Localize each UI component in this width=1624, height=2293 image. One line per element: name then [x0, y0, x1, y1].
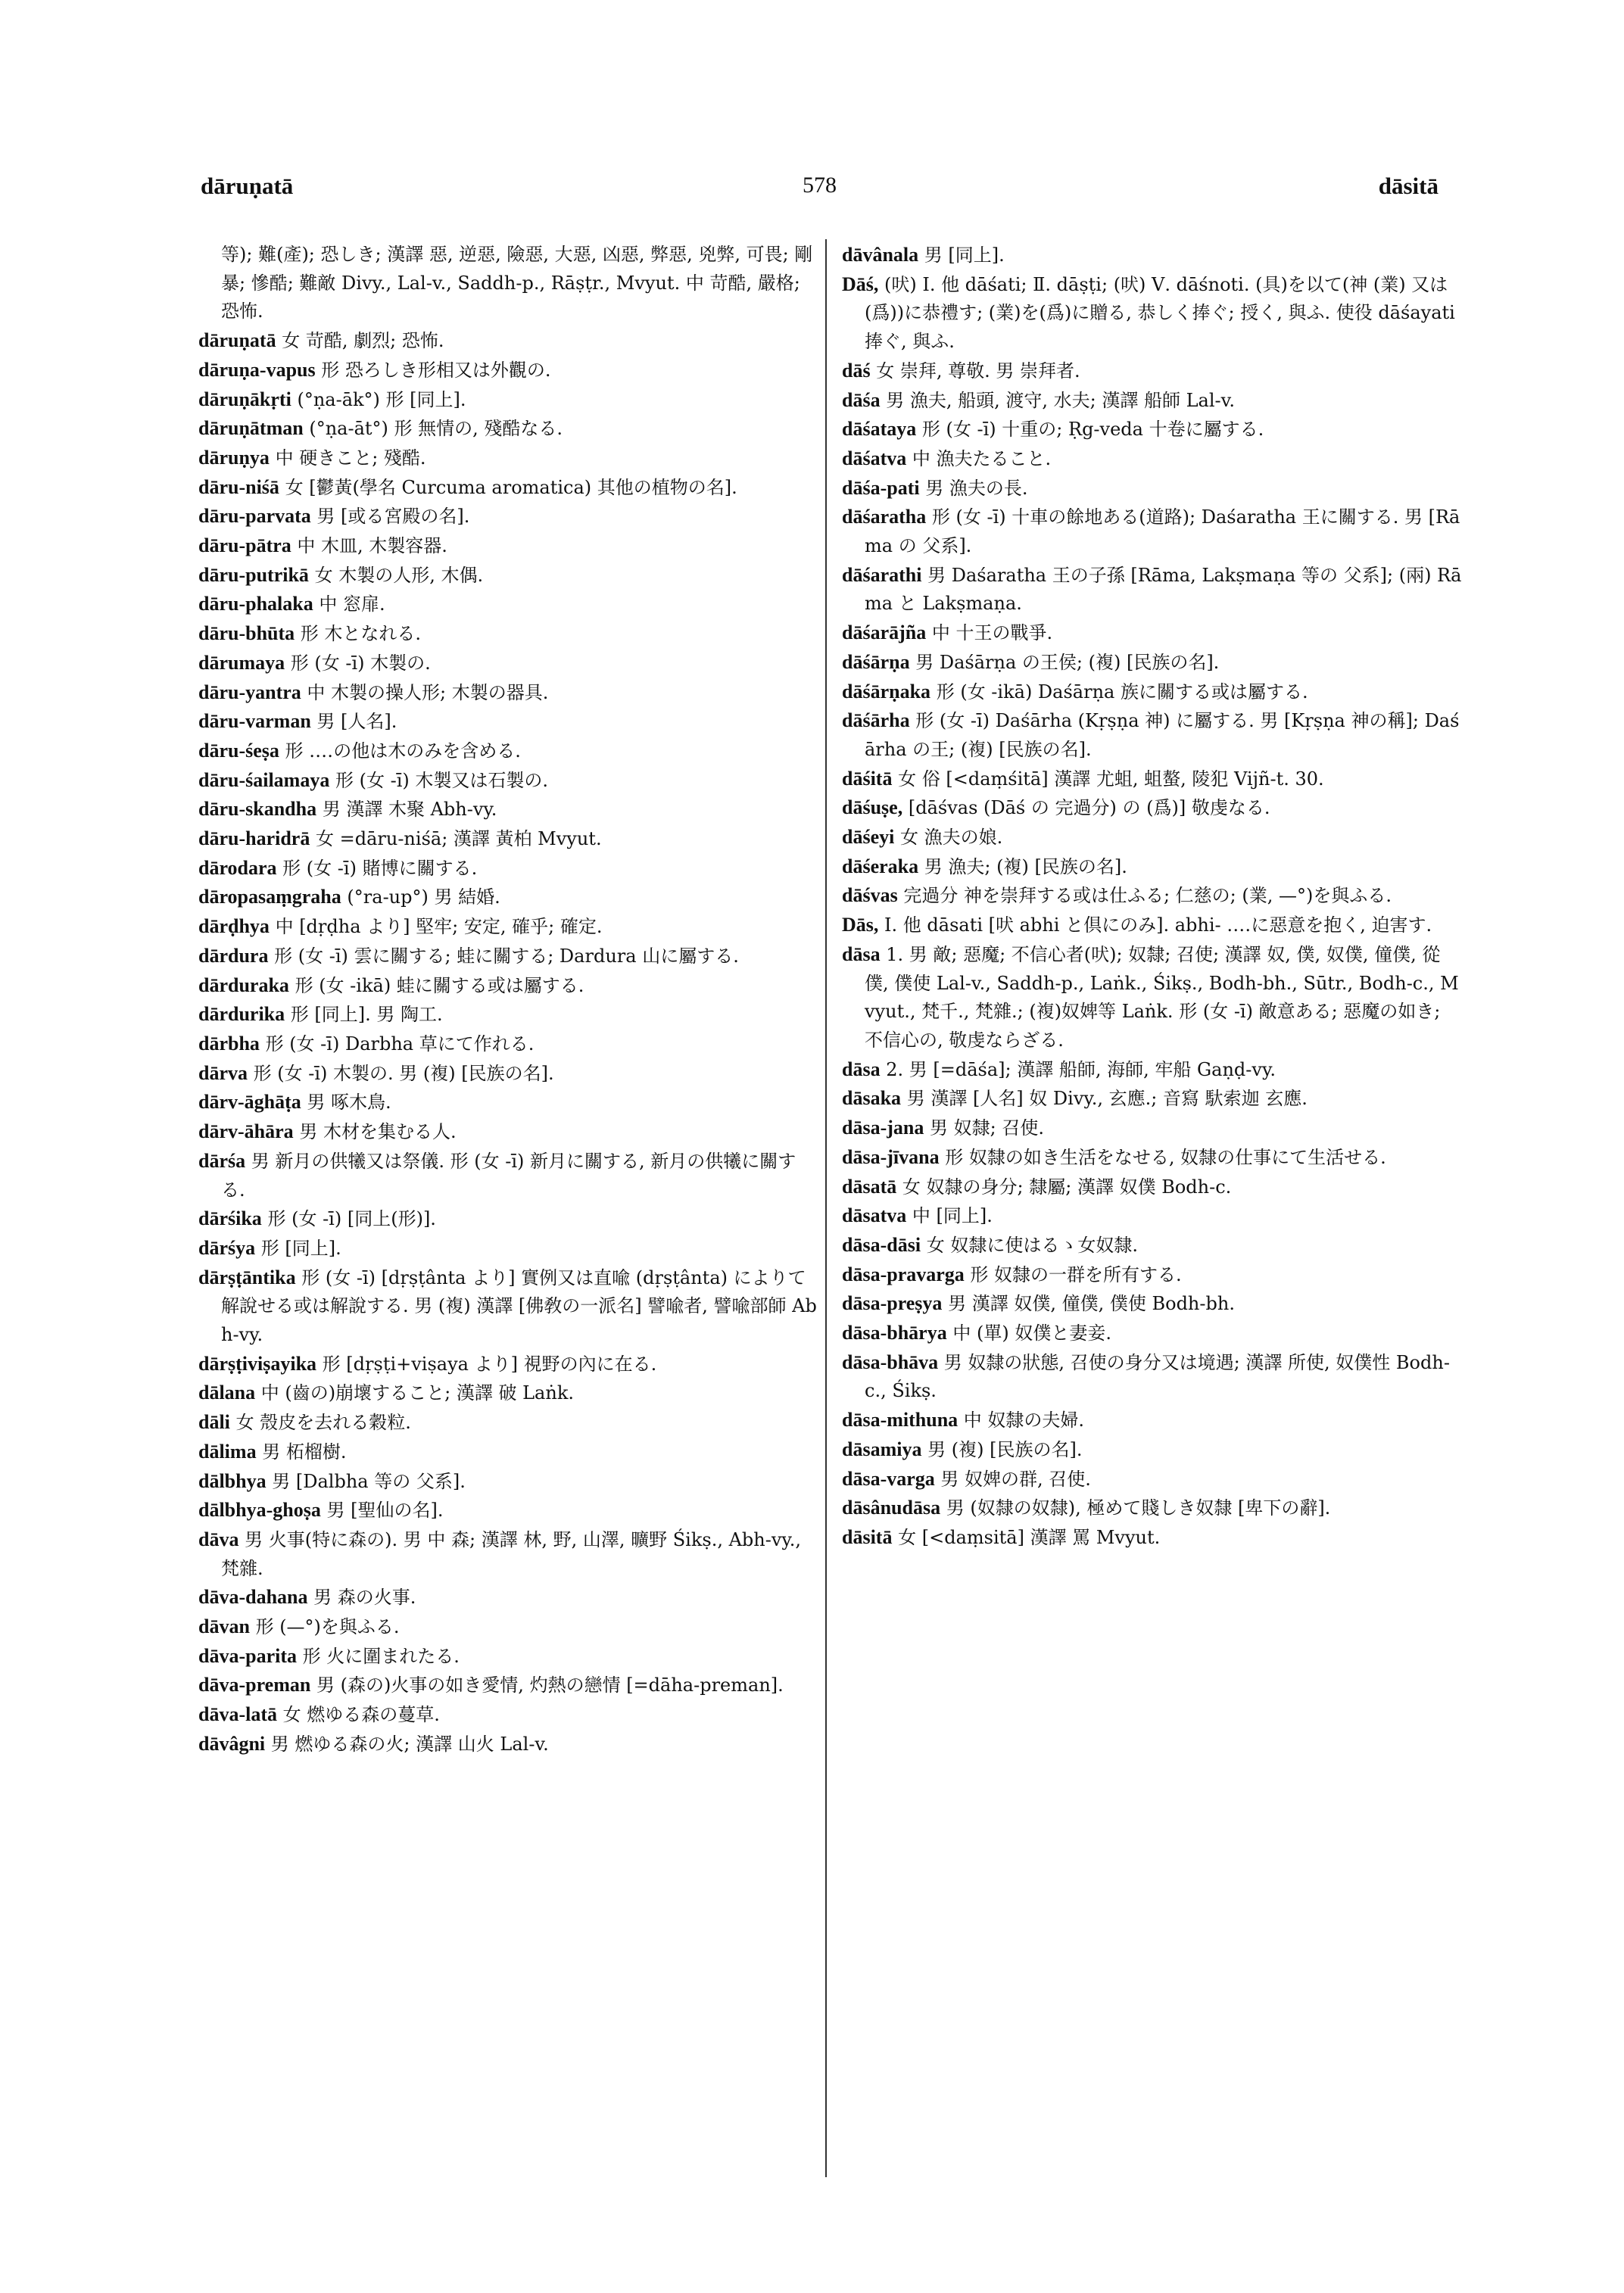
- entry-headword: dāsa-pravarga: [842, 1263, 965, 1285]
- entry-definition: 形 ‥‥の他は木のみを含める.: [285, 740, 521, 762]
- dictionary-entry: [198, 356, 818, 385]
- entry-definition: 形 [同上].: [260, 1237, 341, 1259]
- entry-definition: 中 (單) 奴僕と妻妾.: [952, 1323, 1111, 1344]
- entry-headword: dārśa: [198, 1149, 246, 1172]
- entry-headword: dālbhya: [198, 1469, 267, 1492]
- entry-definition: 男 森の火事.: [313, 1587, 416, 1609]
- dictionary-entry: [842, 1055, 1463, 1085]
- entry-headword: dārṣṭāntika: [198, 1266, 296, 1288]
- entry-definition: 男 漢譯 [人名] 奴 Divy., 玄應.; 音寫 馱索迦 玄應.: [906, 1088, 1308, 1110]
- entry-definition: 形 (女 -ī) 雲に關する; 蛙に關する; Dardura 山に屬する.: [274, 945, 739, 967]
- entry-headword: dāsânudāsa: [842, 1497, 941, 1519]
- entry-definition: 男 [聖仙の名].: [326, 1500, 444, 1522]
- entry-definition: 女 奴隸に使はるゝ女奴隸.: [926, 1234, 1138, 1256]
- dictionary-entry: [842, 1173, 1463, 1202]
- dictionary-entry: [198, 1030, 818, 1059]
- entry-headword: dāruṇya: [198, 446, 270, 469]
- dictionary-entry: [842, 1201, 1463, 1231]
- entry-headword: dāva-dahana: [198, 1586, 308, 1609]
- entry-headword: dāsamiya: [842, 1438, 922, 1460]
- dictionary-entry: [842, 270, 1463, 357]
- entry-definition: 男 (奴隸の奴隸), 極めて賤しき奴隸 [卑下の辭].: [946, 1497, 1331, 1519]
- dictionary-entry: [198, 1583, 818, 1612]
- entry-headword: dāru-parvata: [198, 505, 311, 528]
- dictionary-entry: [198, 561, 818, 590]
- entry-headword: dāś: [842, 359, 871, 382]
- entry-headword: dāsa-bhārya: [842, 1322, 947, 1344]
- entry-definition: 形 (女 -ikā) 蛙に關する或は屬する.: [295, 974, 584, 996]
- dictionary-entry: [842, 618, 1463, 648]
- entry-headword: dāruṇātman: [198, 417, 304, 440]
- entry-headword: dārumaya: [198, 651, 285, 674]
- entry-headword: dāru-niśā: [198, 475, 279, 498]
- entry-headword: dāśitā: [842, 767, 893, 790]
- entry-definition: (吠) Ⅰ. 他 dāśati; Ⅱ. dāṣṭi; (吠) Ⅴ. dāśnoti. (具)を以て(神 (業) 又は (爲))に恭禮す; (業)を(爲)に贈る, 恭しく捧ぐ; 授く, 與ふ. 使役 dāśayati 捧ぐ, 與ふ.: [865, 273, 1455, 353]
- entry-definition: 男 新月の供犧又は祭儀. 形 (女 -ī) 新月に關する, 新月の供犧に關する.: [221, 1150, 796, 1201]
- entry-headword: dārḍhya: [198, 915, 270, 938]
- entry-definition: 男 [Dalbha 等の 父系].: [272, 1470, 466, 1492]
- entry-definition: 完過分 神を崇拜する或は仕ふる; 仁慈の; (業, —°)を與ふる.: [903, 885, 1392, 907]
- dictionary-entry: [198, 1117, 818, 1147]
- entry-headword: dārśya: [198, 1236, 256, 1259]
- dictionary-entry: [842, 386, 1463, 416]
- entry-definition: 形 (女 -ī) [同上(形)].: [267, 1208, 436, 1230]
- entry-headword: dāśataya: [842, 418, 917, 441]
- dictionary-entry: [198, 473, 818, 503]
- dictionary-entry: [198, 1496, 818, 1525]
- entry-headword: dāva-preman: [198, 1674, 311, 1696]
- dictionary-entry: [198, 1350, 818, 1379]
- entry-definition: [dāśvas (Dāś の 完過分) の (爲)] 敬虔なる.: [908, 797, 1270, 819]
- dictionary-entry: [198, 883, 818, 912]
- dictionary-entry: [198, 854, 818, 883]
- entry-definition: 形 (女 -ikā) Daśārṇa 族に關する或は屬する.: [936, 681, 1308, 703]
- entry-definition: 女 奴隸の身分; 隸屬; 漢譯 奴僕 Bodh-c.: [902, 1176, 1232, 1198]
- entry-definition: 女 =dāru-niśā; 漢譯 黃柏 Mvyut.: [315, 828, 602, 850]
- dictionary-entry: [198, 590, 818, 619]
- entry-headword: dāruṇa-vapus: [198, 358, 316, 381]
- entry-definition: 男 漢譯 奴僕, 僮僕, 僕使 Bodh-bh.: [948, 1293, 1235, 1315]
- entry-definition: 形 (女 -ī) 十重の; Ṛg-veda 十卷に屬する.: [921, 419, 1264, 441]
- entry-headword: dāva-latā: [198, 1703, 277, 1726]
- entry-headword: dāśarājña: [842, 622, 927, 644]
- dictionary-entry: [198, 241, 818, 326]
- entry-definition: 女 燃ゆる森の蔓草.: [282, 1704, 440, 1726]
- dictionary-entry: [198, 1612, 818, 1642]
- dictionary-entry: [198, 531, 818, 561]
- entry-headword: dāva-parita: [198, 1644, 297, 1667]
- entry-definition: 中 硬きこと; 殘酷.: [275, 447, 426, 469]
- entry-headword: dāropasaṃgraha: [198, 886, 341, 908]
- dictionary-entry: [198, 678, 818, 708]
- entry-headword: dālbhya-ghoṣa: [198, 1499, 321, 1522]
- dictionary-entry: [842, 1348, 1463, 1406]
- entry-headword: dāvâgni: [198, 1732, 266, 1755]
- entry-definition: 中 木製の操人形; 木製の器具.: [307, 681, 549, 703]
- entry-headword: dāsa-bhāva: [842, 1351, 939, 1373]
- dictionary-entry: [198, 502, 818, 531]
- entry-definition: 形 火に圍まれたる.: [302, 1645, 460, 1667]
- entry-headword: dārodara: [198, 856, 277, 879]
- dictionary-entry: [842, 940, 1463, 1055]
- entry-definition: 中 漁夫たること.: [912, 447, 1052, 469]
- dictionary-entry: [842, 1523, 1463, 1553]
- entry-headword: dāśārha: [842, 709, 910, 732]
- entry-definition: 男 (複) [民族の名].: [927, 1438, 1083, 1460]
- entry-headword: dāsa: [842, 942, 881, 965]
- entry-definition: 形 恐ろしき形相又は外觀の.: [321, 359, 551, 381]
- dictionary-entry: [842, 1114, 1463, 1143]
- dictionary-entry: [842, 823, 1463, 852]
- dictionary-entry: [198, 385, 818, 415]
- entry-headword: dāśaratha: [842, 506, 927, 528]
- page-header: [201, 173, 1439, 218]
- entry-headword: dāśārṇaka: [842, 680, 931, 703]
- entry-headword: dārv-āhāra: [198, 1120, 294, 1143]
- dictionary-entry: [198, 971, 818, 1001]
- dictionary-entry: [842, 503, 1463, 560]
- entry-headword: dāśeraka: [842, 855, 919, 877]
- dictionary-entry: [198, 1642, 818, 1671]
- entry-headword: dāsitā: [842, 1525, 893, 1548]
- entry-headword: Dās,: [842, 914, 879, 936]
- entry-definition: 男 [同上].: [924, 245, 1005, 266]
- dictionary-entry: [198, 942, 818, 971]
- entry-definition: 形 (女 -ī) 木製又は石製の.: [335, 769, 549, 791]
- entry-headword: dāru-pātra: [198, 534, 291, 557]
- entry-headword: dāsa-jīvana: [842, 1145, 940, 1168]
- entry-headword: dāvânala: [842, 244, 919, 266]
- dictionary-entry: [842, 881, 1463, 911]
- dictionary-entry: [198, 766, 818, 796]
- dictionary-entry: [842, 474, 1463, 503]
- entry-headword: dārdura: [198, 944, 269, 967]
- entry-headword: dāru-putrikā: [198, 563, 309, 586]
- entry-headword: dāru-śeṣa: [198, 739, 279, 762]
- entry-headword: dāśvas: [842, 884, 898, 907]
- entry-definition: 男 [或る宮殿の名].: [316, 506, 470, 528]
- dictionary-entry: [198, 824, 818, 854]
- dictionary-entry: [842, 793, 1463, 823]
- entry-headword: dāsa-jana: [842, 1117, 924, 1139]
- entry-definition: 男 漁夫, 船頭, 渡守, 水夫; 漢譯 船師 Lal-v.: [886, 389, 1235, 411]
- dictionary-entry: [198, 444, 818, 473]
- dictionary-entry: [842, 706, 1463, 764]
- entry-definition: 男 漁夫; (複) [民族の名].: [924, 855, 1127, 877]
- entry-definition: 男 (森の)火事の如き愛情, 灼熱の戀情 [=dāha-preman].: [316, 1675, 784, 1696]
- entry-definition: 男 奴隸の狀態, 召使の身分又は境遇; 漢譯 所使, 奴僕性 Bodh-c., Śikṣ.: [865, 1351, 1450, 1402]
- entry-headword: dāsatva: [842, 1204, 907, 1227]
- entry-headword: dāśa-pati: [842, 476, 920, 499]
- entry-definition: 男 Daśaratha 王の子孫 [Rāma, Lakṣmaṇa 等の 父系]; (兩) Rāma と Lakṣmaṇa.: [865, 564, 1462, 615]
- entry-definition: 形 (女 -ī) Darbha 草にて作れる.: [265, 1033, 535, 1055]
- entry-definition: 男 木材を集むる人.: [299, 1121, 457, 1143]
- entry-definition: (°ṇa-āt°) 形 無情の, 殘酷なる.: [309, 418, 563, 440]
- entry-headword: dārduraka: [198, 974, 289, 996]
- dictionary-entry: [198, 1467, 818, 1497]
- dictionary-entry: [198, 1147, 818, 1204]
- entry-definition: 形 奴隸の一群を所有する.: [970, 1263, 1182, 1285]
- entry-headword: dāśarathi: [842, 563, 922, 586]
- entry-headword: dārṣṭiviṣayika: [198, 1352, 317, 1375]
- entry-headword: dārv-āghāṭa: [198, 1091, 301, 1114]
- entry-headword: dālana: [198, 1382, 256, 1404]
- dictionary-entry: [198, 619, 818, 649]
- entry-headword: dālima: [198, 1440, 257, 1463]
- entry-headword: dāśa: [842, 388, 881, 411]
- entry-definition: Ⅰ. 他 dāsati [吠 abhi と倶にのみ]. abhi- ‥‥に惡意を抱く, 迫害す.: [884, 914, 1432, 936]
- dictionary-entry: [198, 795, 818, 824]
- entry-definition: 形 奴隸の如き生活をなせる, 奴隸の仕事にて生活せる.: [945, 1146, 1386, 1168]
- dictionary-entry: [842, 648, 1463, 678]
- entry-definition: 形 [同上]. 男 陶工.: [290, 1004, 443, 1026]
- entry-headword: dāsa-preṣya: [842, 1292, 943, 1315]
- entry-definition: 形 [dṛṣṭi+viṣaya より] 視野の內に在る.: [322, 1353, 657, 1375]
- dictionary-entry: [198, 1408, 818, 1438]
- entry-headword: dāśatva: [842, 447, 907, 469]
- entry-definition: 中 [dṛḍha より] 堅牢; 安定, 確乎; 確定.: [275, 916, 603, 938]
- left-column: [198, 241, 818, 2232]
- entry-definition: 形 (女 -ī) 木製の. 男 (複) [民族の名].: [253, 1062, 554, 1084]
- entry-headword: dāśārṇa: [842, 650, 910, 673]
- dictionary-entry: [198, 1059, 818, 1089]
- entry-headword: dāruṇatā: [198, 329, 276, 352]
- entry-definition: 男 [人名].: [316, 711, 397, 733]
- dictionary-entry: [842, 561, 1463, 618]
- entry-definition: 等); 難(產); 恐しき; 漢譯 惡, 逆惡, 險惡, 大惡, 凶惡, 弊惡, 兇弊, 可畏; 剛暴; 慘酷; 難敵 Divy., Lal-v., Saddh-p., Rāṣṭr., Mvyut. 中 苛酷, 嚴格; 恐怖.: [221, 244, 813, 322]
- dictionary-entry: [842, 1231, 1463, 1260]
- entry-definition: 中 十王の戰爭.: [931, 622, 1053, 644]
- dictionary-entry: [198, 707, 818, 737]
- dictionary-entry: [198, 1438, 818, 1467]
- dictionary-entry: [842, 1289, 1463, 1319]
- dictionary-entry: [842, 444, 1463, 474]
- dictionary-entry: [842, 852, 1463, 882]
- entry-definition: 女 俗 [<daṃśitā] 漢譯 尤蛆, 蛆螯, 陵犯 Vijñ-t. 30.: [898, 768, 1324, 790]
- dictionary-entry: [198, 1671, 818, 1700]
- dictionary-entry: [198, 1263, 818, 1350]
- entry-headword: dārbha: [198, 1032, 260, 1055]
- entry-definition: 男 燃ゆる森の火; 漢譯 山火 Lal-v.: [270, 1733, 549, 1755]
- entry-headword: dāsa-dāsi: [842, 1233, 921, 1256]
- dictionary-entry: [842, 1143, 1463, 1173]
- entry-headword: dāśeyi: [842, 826, 895, 849]
- entry-definition: 中 [同上].: [912, 1205, 993, 1227]
- entry-definition: 形 (女 -ī) 賭博に關する.: [282, 857, 478, 879]
- entry-definition: (°ṇa-āk°) 形 [同上].: [297, 388, 466, 410]
- entry-definition: 女 崇拜, 尊敬. 男 崇拜者.: [876, 360, 1080, 382]
- entry-definition: 男 漁夫の長.: [925, 477, 1028, 499]
- entry-headword: dāsa-varga: [842, 1467, 935, 1490]
- entry-definition: 女 漁夫の娘.: [899, 827, 1003, 849]
- entry-definition: 男 漢譯 木聚 Abh-vy.: [322, 799, 497, 821]
- entry-definition: 男 啄木鳥.: [307, 1092, 391, 1114]
- dictionary-entry: [842, 678, 1463, 707]
- dictionary-entry: [198, 1379, 818, 1408]
- dictionary-entry: [198, 414, 818, 444]
- entry-headword: dāvan: [198, 1615, 250, 1638]
- dictionary-entry: [842, 1465, 1463, 1494]
- right-column: [842, 241, 1463, 2232]
- entry-definition: 形 木となれる.: [300, 623, 422, 645]
- dictionary-entry: [198, 912, 818, 942]
- dictionary-entry: [198, 1234, 818, 1263]
- entry-headword: dāru-yantra: [198, 681, 301, 703]
- entry-headword: Dāś,: [842, 273, 879, 295]
- entry-definition: 女 木製の人形, 木偶.: [314, 564, 484, 586]
- header-left-guideword: dāruṇatā: [201, 173, 294, 199]
- dictionary-entry: [842, 1435, 1463, 1465]
- dictionary-entry: [198, 1700, 818, 1730]
- entry-definition: 形 (女 -ī) [dṛṣṭânta より] 實例又は直喩 (dṛṣṭânta) によりて解說せる或は解說する. 男 (複) 漢譯 [佛敎の一派名] 譬喩者, 譬喩部師 Abh-vy.: [221, 1266, 817, 1346]
- page-number: 578: [803, 173, 837, 198]
- dictionary-entry: [198, 1730, 818, 1759]
- entry-definition: 女 [<daṃsitā] 漢譯 罵 Mvyut.: [898, 1526, 1161, 1548]
- dictionary-entry: [842, 1084, 1463, 1114]
- dictionary-entry: [198, 649, 818, 678]
- entry-definition: 中 窓扉.: [319, 594, 385, 615]
- entry-headword: dāru-varman: [198, 710, 311, 733]
- entry-headword: dāru-phalaka: [198, 593, 313, 615]
- dictionary-entry: [842, 357, 1463, 386]
- dictionary-entry: [198, 1204, 818, 1234]
- entry-definition: 男 Daśārṇa の王侯; (複) [民族の名].: [915, 651, 1220, 673]
- entry-definition: 形 (女 -ī) Daśārha (Kṛṣṇa 神) に屬する. 男 [Kṛṣṇa 神の稱]; Daśārha の王; (複) [民族の名].: [865, 710, 1460, 760]
- entry-definition: 中 奴隸の夫婦.: [963, 1410, 1085, 1432]
- entry-definition: 男 柘榴樹.: [262, 1441, 347, 1463]
- entry-headword: dāva: [198, 1528, 239, 1550]
- entry-definition: 形 (女 -ī) 十車の餘地ある(道路); Daśaratha 王に關する. 男 [Rāma の 父系].: [865, 506, 1460, 557]
- entry-headword: dāsa-mithuna: [842, 1409, 959, 1432]
- dictionary-entry: [842, 1406, 1463, 1435]
- dictionary-entry: [842, 911, 1463, 940]
- entry-definition: 男 奴婢の群, 召使.: [940, 1468, 1091, 1490]
- dictionary-entry: [842, 1494, 1463, 1523]
- entry-definition: 女 [鬱黃(學名 Curcuma aromatica) 其他の植物の名].: [285, 476, 737, 498]
- dictionary-entry: [842, 1319, 1463, 1348]
- entry-headword: dāru-bhūta: [198, 622, 295, 645]
- entry-headword: dāsa: [842, 1058, 881, 1080]
- entry-definition: 男 奴隸; 召使.: [930, 1117, 1044, 1139]
- entry-headword: dāli: [198, 1411, 230, 1434]
- entry-headword: dārva: [198, 1061, 248, 1084]
- entry-definition: 中 (齒の)崩壞すること; 漢譯 破 Laṅk.: [260, 1382, 574, 1404]
- entry-definition: 男 火事(特に森の). 男 中 森; 漢譯 林, 野, 山澤, 曠野 Śikṣ., Abh-vy., 梵雜.: [221, 1528, 802, 1579]
- dictionary-entry: [842, 765, 1463, 794]
- entry-definition: 形 (—°)を與ふる.: [255, 1616, 400, 1638]
- dictionary-entry: [842, 241, 1463, 270]
- entry-definition: 形 (女 -ī) 木製の.: [290, 652, 431, 674]
- header-right-guideword: dāsitā: [1378, 173, 1439, 199]
- entry-headword: dāru-śailamaya: [198, 768, 330, 791]
- entry-definition: 女 苛酷, 劇烈; 恐怖.: [282, 330, 444, 352]
- dictionary-entry: [842, 1260, 1463, 1290]
- dictionary-entry: [198, 326, 818, 356]
- entry-definition: 中 木皿, 木製容器.: [297, 535, 447, 557]
- entry-headword: dāru-haridrā: [198, 827, 310, 850]
- dictionary-entry: [198, 1525, 818, 1583]
- entry-headword: dāru-skandha: [198, 798, 317, 821]
- column-divider: [825, 239, 827, 2177]
- entry-headword: dāśuṣe,: [842, 796, 903, 819]
- entry-definition: (°ra-up°) 男 結婚.: [347, 886, 500, 908]
- entry-headword: dāruṇākṛti: [198, 388, 291, 410]
- entry-headword: dāsatā: [842, 1175, 897, 1198]
- entry-headword: dārśika: [198, 1207, 262, 1230]
- dictionary-entry: [842, 415, 1463, 444]
- dictionary-entry: [198, 1000, 818, 1030]
- entry-definition: 1. 男 敵; 惡魔; 不信心者(吠); 奴隸; 召使; 漢譯 奴, 僕, 奴僕, 僮僕, 從僕, 僕使 Lal-v., Saddh-p., Laṅk., Śikṣ., Bodh-bh., Sūtr., Bodh-c., Mvyut., 梵千., 梵雜.; (複)奴婢等 Laṅk. 形 (女 -ī) 敵意ある; 惡魔の如き; 不信心の, 敬虔ならざる.: [865, 943, 1459, 1051]
- entry-definition: 女 殼皮を去れる穀粒.: [235, 1412, 411, 1434]
- entry-headword: dārdurika: [198, 1003, 285, 1026]
- dictionary-entry: [198, 737, 818, 766]
- dictionary-entry: [198, 1088, 818, 1117]
- entry-headword: dāsaka: [842, 1087, 902, 1110]
- entry-definition: 2. 男 [=dāśa]; 漢譯 船師, 海師, 牢船 Gaṇḍ-vy.: [886, 1058, 1276, 1080]
